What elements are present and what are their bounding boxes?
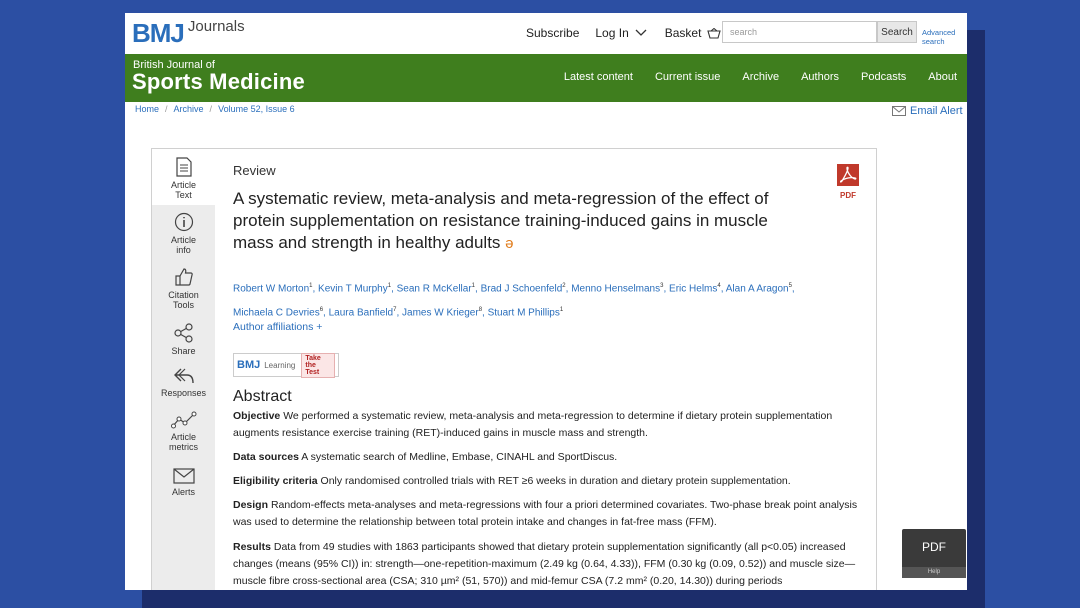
envelope-icon xyxy=(892,106,906,116)
the-label: the xyxy=(305,361,316,369)
author-link[interactable]: Laura Banfield xyxy=(328,307,394,319)
breadcrumb-archive[interactable]: Archive xyxy=(173,104,204,114)
floating-pdf-button[interactable] xyxy=(902,529,966,578)
author-affiliation-number: 6 xyxy=(319,306,324,313)
metrics-icon xyxy=(171,411,197,429)
abstract-data-sources xyxy=(233,449,863,466)
email-alert-label: Email Alert xyxy=(910,105,963,117)
author-affiliation-number: 8 xyxy=(478,306,483,313)
article-tools-sidebar xyxy=(152,149,215,590)
abstract-section-text: Random-effects meta-analyses and meta-regressions with four a priori determined covariates. Two-phase break point analysis was used to determine the relationship between total protein intake and changes in fat-free mass (FFM). xyxy=(233,499,858,528)
nav-latest-content[interactable]: Latest content xyxy=(563,71,633,83)
logo-bmj: BMJ xyxy=(132,18,184,48)
basket-label: Basket xyxy=(664,26,702,40)
bmj-learning-badge[interactable] xyxy=(233,353,339,377)
author-affiliations-toggle[interactable]: Author affiliations + xyxy=(233,321,323,333)
login-label: Log In xyxy=(595,26,629,40)
main-nav xyxy=(542,71,957,83)
author-link[interactable]: Stuart M Phillips xyxy=(487,307,560,319)
author-affiliation-number: 7 xyxy=(393,306,397,313)
browser-page xyxy=(125,13,967,590)
search-input[interactable]: search xyxy=(722,21,877,43)
author-affiliation-number: 4 xyxy=(717,283,721,289)
take-label: Take xyxy=(305,354,321,362)
nav-podcasts[interactable]: Podcasts xyxy=(861,71,907,83)
search-button[interactable]: Search xyxy=(877,21,917,43)
subscribe-link[interactable]: Subscribe xyxy=(526,26,580,40)
sidebar-item-label: Article xyxy=(170,432,196,442)
article-card xyxy=(151,148,877,590)
author-link[interactable]: Michaela C Devries xyxy=(233,307,320,319)
sidebar-item-label: Tools xyxy=(172,300,194,310)
sidebar-item-label: Text xyxy=(175,190,192,200)
journal-banner xyxy=(125,54,967,102)
abstract-objective xyxy=(233,408,863,442)
sidebar-item-label: Citation xyxy=(168,290,199,300)
sidebar-item-share[interactable] xyxy=(152,323,215,356)
sidebar-item-label: Responses xyxy=(160,388,207,398)
envelope-icon xyxy=(173,468,195,484)
learning-badge-bmj: BMJ xyxy=(237,359,261,371)
nav-authors[interactable]: Authors xyxy=(801,71,839,83)
breadcrumb-home[interactable]: Home xyxy=(135,104,160,114)
sidebar-item-label: Share xyxy=(171,346,196,356)
sidebar-item-article-info[interactable] xyxy=(152,212,215,255)
sidebar-item-alerts[interactable] xyxy=(152,468,215,497)
author-affiliation-number: 1 xyxy=(387,283,392,289)
journal-brand-title[interactable]: Sports Medicine xyxy=(132,69,305,94)
pdf-download-button[interactable] xyxy=(836,164,860,200)
author-link[interactable]: James W Krieger xyxy=(402,307,479,319)
top-links xyxy=(526,26,721,40)
reply-icon xyxy=(173,367,195,385)
abstract-section-text: Data from 49 studies with 1863 participants showed that dietary protein supplementation significantly (all p<0.05) increased changes (means (95% CI)) in: strength—one-repetition-maximum (2.49 kg (0.64, 4.33)), FFM (0.30 kg (0.09, 0.52)) and muscle size—muscle fibre cross-sectional area (CSA; 310 µm² (51, 570)) and mid-femur CSA (7.2 mm² (0.20, 14.30)) during periods xyxy=(233,541,856,587)
article-type: Review xyxy=(233,163,276,178)
test-label: Test xyxy=(305,368,320,376)
floating-pdf-label: PDF xyxy=(922,540,946,554)
breadcrumb-separator: / xyxy=(209,104,213,114)
learning-badge-learning: Learning xyxy=(264,360,296,370)
abstract-section-label: Results xyxy=(233,541,271,553)
sidebar-item-label: info xyxy=(176,245,191,255)
bmj-journals-logo[interactable] xyxy=(132,19,245,47)
sidebar-item-label: metrics xyxy=(169,442,198,452)
breadcrumb-volume[interactable]: Volume 52, Issue 6 xyxy=(218,104,295,114)
chevron-down-icon xyxy=(635,29,647,37)
email-alert-link[interactable] xyxy=(892,105,963,117)
pdf-icon xyxy=(837,164,859,186)
nav-about[interactable]: About xyxy=(928,71,957,83)
author-link[interactable]: Sean R McKellar xyxy=(396,283,472,295)
abstract-section-label: Objective xyxy=(233,410,281,422)
author-link[interactable]: Kevin T Murphy xyxy=(318,283,388,295)
author-affiliation-number: 1 xyxy=(471,283,475,289)
advanced-search-link[interactable]: Advanced search xyxy=(922,28,956,46)
author-link[interactable]: Alan A Aragon xyxy=(725,283,789,295)
top-header xyxy=(125,13,967,54)
article-title xyxy=(233,188,803,255)
author-list: Robert W Morton$^1$, Kevin T Murphy$^1$, Sean R McKellar$^1$, Brad J Schoenfeld$^2$, Menno Henselmans$^3$, Eric Helms$^4$, Alan A Aragon$^5$, Michaela C Devries$^6$, Laura Banfield$^7$, James W Krieger$^8$, Stuart M Phillips$^1$ xyxy=(233,283,795,319)
sidebar-item-article-text[interactable] xyxy=(152,149,215,205)
abstract-section-label: Design xyxy=(233,499,269,511)
author-link[interactable]: Brad J Schoenfeld xyxy=(480,283,563,295)
abstract-heading: Abstract xyxy=(233,388,292,405)
article-title-text: A systematic review, meta-analysis and meta-regression of the effect of protein supplementation on resistance training-induced gains in muscle mass and strength in healthy adults xyxy=(233,189,769,252)
share-icon xyxy=(174,323,194,343)
author-affiliation-number: 5 xyxy=(788,283,792,289)
sidebar-item-label: Article xyxy=(170,180,196,190)
abstract-eligibility xyxy=(233,473,863,490)
author-link[interactable]: Robert W Morton xyxy=(233,283,310,295)
abstract-section-label: Eligibility criteria xyxy=(233,475,318,487)
nav-current-issue[interactable]: Current issue xyxy=(654,71,721,83)
abstract-section-text: Only randomised controlled trials with RET ≥6 weeks in duration and dietary protein supplementation. xyxy=(320,475,791,487)
abstract-design xyxy=(233,497,863,531)
thumbs-up-icon xyxy=(174,267,194,287)
sidebar-item-article-metrics[interactable] xyxy=(152,411,215,452)
document-icon xyxy=(176,157,192,177)
info-icon xyxy=(174,212,194,232)
sidebar-item-citation-tools[interactable] xyxy=(152,267,215,310)
author-affiliation-number: 2 xyxy=(562,283,566,289)
author-affiliation-number: 1 xyxy=(559,306,564,313)
login-menu[interactable] xyxy=(595,26,646,40)
journal-brand-small: British Journal of xyxy=(133,59,215,71)
breadcrumb-separator: / xyxy=(165,104,168,114)
take-the-test-label xyxy=(301,353,335,378)
sidebar-item-label: Article xyxy=(170,235,196,245)
open-access-icon: ə xyxy=(505,235,514,252)
logo-journals: Journals xyxy=(187,18,245,35)
author-affiliation-number: 1 xyxy=(309,283,313,289)
author-affiliation-number: 3 xyxy=(660,283,664,289)
author-link[interactable]: Eric Helms xyxy=(669,283,718,295)
pdf-label: PDF xyxy=(840,191,856,200)
abstract-section-text: A systematic search of Medline, Embase, CINAHL and SportDiscus. xyxy=(301,451,618,463)
floating-help-label[interactable]: Help xyxy=(902,567,966,578)
author-link[interactable]: Menno Henselmans xyxy=(571,283,661,295)
basket-link[interactable] xyxy=(665,26,722,40)
basket-icon xyxy=(707,28,721,39)
sidebar-item-label: Alerts xyxy=(171,487,195,497)
breadcrumb xyxy=(135,104,295,114)
sidebar-item-responses[interactable] xyxy=(152,367,215,398)
abstract-section-label: Data sources xyxy=(233,451,299,463)
nav-archive[interactable]: Archive xyxy=(742,71,780,83)
abstract-section-text: We performed a systematic review, meta-analysis and meta-regression to determine if dietary protein supplementation augments resistance exercise training (RET)-induced gains in muscle mass and strength. xyxy=(233,410,833,439)
abstract-results xyxy=(233,539,863,590)
